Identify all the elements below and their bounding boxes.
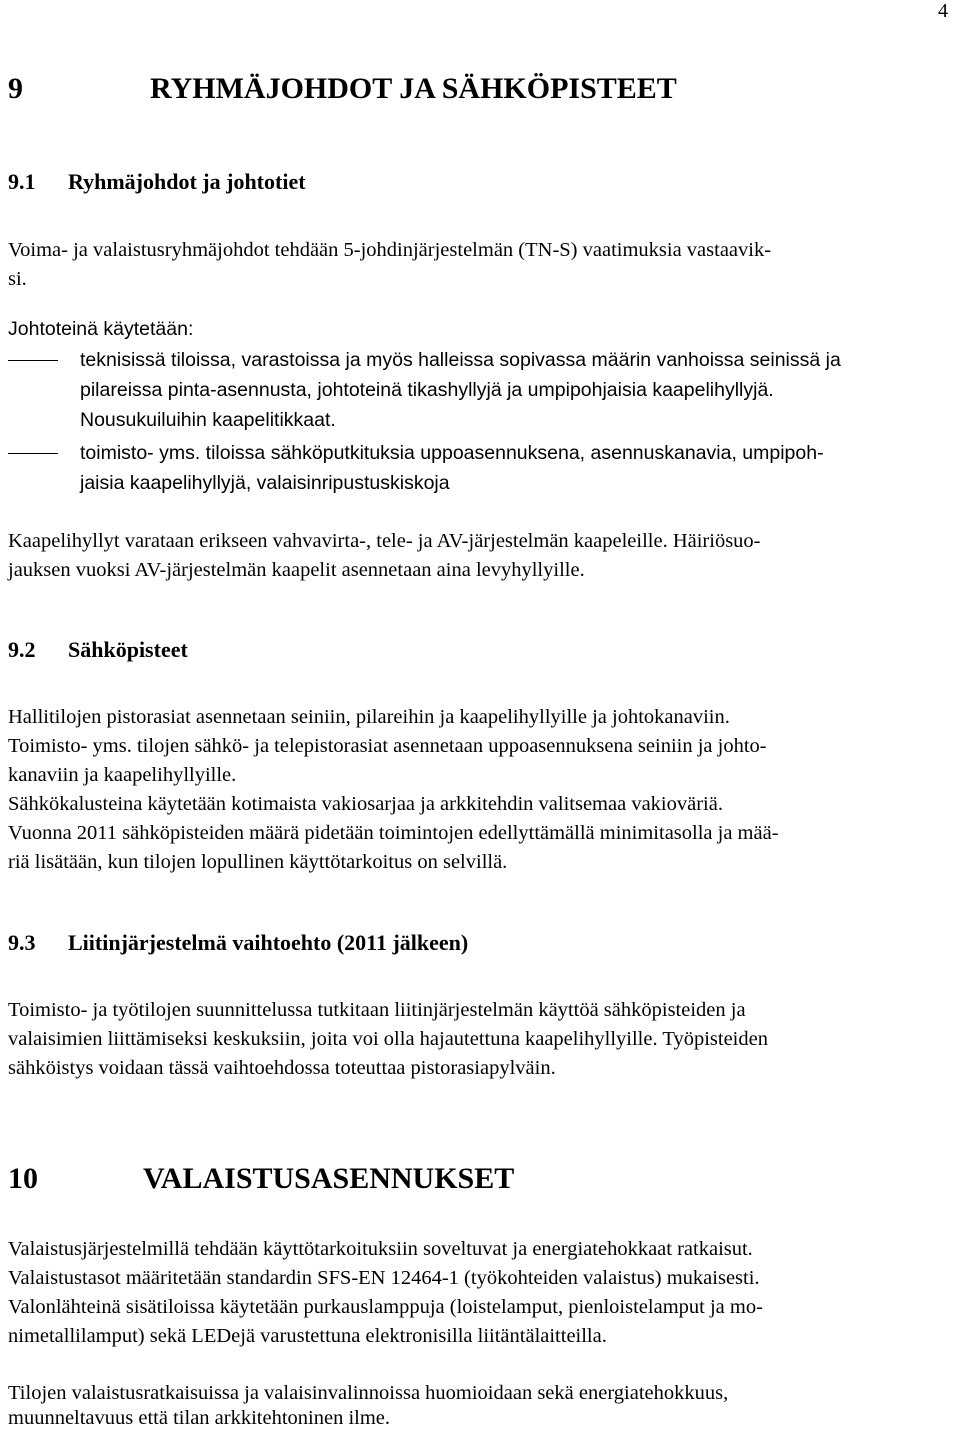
section-10-line-3: Valonlähteinä sisätiloissa käytetään purkauslamppuja (loistelamput, pienloistelamput ja mo-: [8, 1296, 763, 1318]
bullet-2-line-2: jaisia kaapelihyllyjä, valaisinripustuskiskoja: [80, 472, 450, 494]
section-9-2-line-2: Toimisto- yms. tilojen sähkö- ja telepistorasiat asennetaan uppoasennuksena seiniin ja johto-: [8, 735, 767, 757]
section-9-1-title: Ryhmäjohdot ja johtotiet: [68, 169, 306, 194]
section-9-2-line-4: Sähkökalusteina käytetään kotimaista vakiosarjaa ja arkkitehdin valitsemaa vakioväriä.: [8, 793, 723, 815]
bullet-1-line-1: teknisissä tiloissa, varastoissa ja myös halleissa sopivassa määrin vanhoissa seinissä ja: [80, 349, 841, 371]
section-10-closing-line-1: Tilojen valaistusratkaisuissa ja valaisinvalinnoissa huomioidaan sekä energiatehokkuus,: [8, 1382, 729, 1404]
section-9-3-line-3: sähköistys voidaan tässä vaihtoehdossa toteuttaa pistorasiapylväin.: [8, 1057, 556, 1079]
cable-line-1: Kaapelihyllyt varataan erikseen vahvavirta-, tele- ja AV-järjestelmän kaapeleille. Häiriösuo-: [8, 530, 761, 552]
section-9-2-line-1: Hallitilojen pistorasiat asennetaan seiniin, pilareihin ja kaapelihyllyille ja johtokanaviin.: [8, 706, 730, 728]
section-9-2-title: Sähköpisteet: [68, 637, 188, 662]
section-10-closing-line-2: muunneltavuus että tilan arkkitehtoninen ilme.: [8, 1407, 391, 1429]
intro-line-2: si.: [8, 268, 27, 290]
section-10-title: VALAISTUSASENNUKSET: [143, 1162, 515, 1195]
bullet-dash-2: [8, 453, 58, 454]
section-9-title: RYHMÄJOHDOT JA SÄHKÖPISTEET: [150, 72, 677, 105]
section-9-3-line-1: Toimisto- ja työtilojen suunnittelussa tutkitaan liitinjärjestelmän käyttöä sähköpisteiden ja: [8, 999, 746, 1021]
bullet-dash-1: [8, 360, 58, 361]
section-10-line-1: Valaistusjärjestelmillä tehdään käyttötarkoituksiin soveltuvat ja energiatehokkaat ratkaisut.: [8, 1238, 753, 1260]
bullet-1-line-2: pilareissa pinta-asennusta, johtoteinä tikashyllyjä ja umpipohjaisia kaapelihyllyjä.: [80, 379, 774, 401]
intro-line-1: Voima- ja valaistusryhmäjohdot tehdään 5-johdinjärjestelmän (TN-S) vaatimuksia vastaavik-: [8, 239, 772, 261]
usage-heading: Johtoteinä käytetään:: [8, 318, 194, 340]
section-9-2-number: 9.2: [8, 637, 36, 662]
cable-line-2: jauksen vuoksi AV-järjestelmän kaapelit asennetaan aina levyhyllyille.: [8, 559, 585, 581]
section-9-2-line-6: riä lisätään, kun tilojen lopullinen käyttötarkoitus on selvillä.: [8, 851, 508, 873]
section-9-3-line-2: valaisimien liittämiseksi keskuksiin, joita voi olla hajautettuna kaapelihyllyille. Työpisteiden: [8, 1028, 768, 1050]
page-number: 4: [938, 0, 948, 22]
section-10-line-2: Valaistustasot määritetään standardin SFS-EN 12464-1 (työkohteiden valaistus) mukaisesti.: [8, 1267, 760, 1289]
section-10-number: 10: [8, 1162, 38, 1195]
section-9-1-number: 9.1: [8, 169, 36, 194]
section-10-line-4: nimetallilamput) sekä LEDejä varustettuna elektronisilla liitäntälaitteilla.: [8, 1325, 607, 1347]
section-9-number: 9: [8, 72, 23, 105]
section-9-3-number: 9.3: [8, 930, 36, 955]
bullet-1-line-3: Nousukuiluihin kaapelitikkaat.: [80, 409, 336, 431]
bullet-2-line-1: toimisto- yms. tiloissa sähköputkituksia uppoasennuksena, asennuskanavia, umpipoh-: [80, 442, 824, 464]
section-9-2-line-3: kanaviin ja kaapelihyllyille.: [8, 764, 237, 786]
section-9-2-line-5: Vuonna 2011 sähköpisteiden määrä pidetään toimintojen edellyttämällä minimitasolla ja mää-: [8, 822, 779, 844]
section-9-3-title: Liitinjärjestelmä vaihtoehto (2011 jälkeen): [68, 930, 469, 955]
